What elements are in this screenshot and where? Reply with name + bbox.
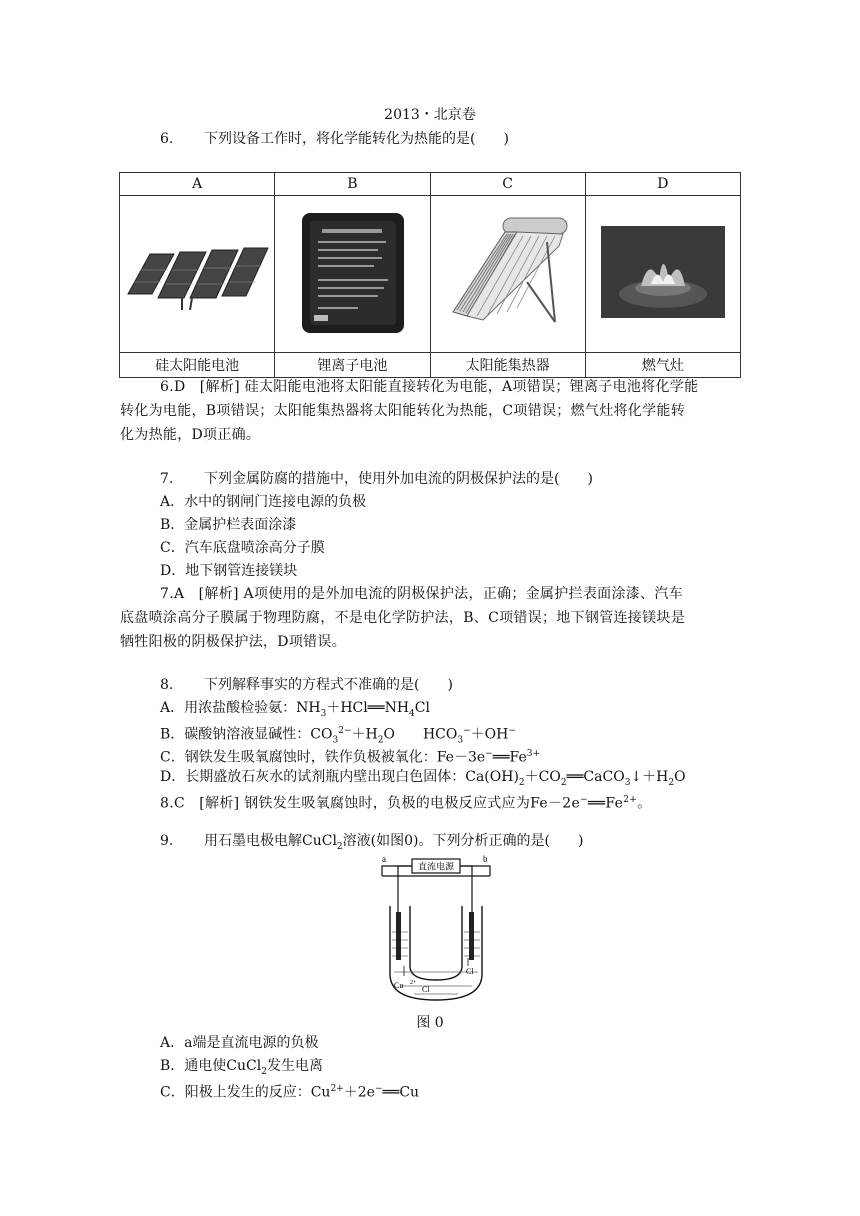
- question-8-stem: 8. 下列解释事实的方程式不准确的是( ): [160, 674, 453, 696]
- explanation-7-line3: 牺牲阳极的阴极保护法，D项错误。: [120, 634, 347, 650]
- solar-heater-image: [430, 196, 585, 353]
- explanation-6-line1: 6.D [解析] 硅太阳能电池将太阳能直接转化为电能，A项错误；锂离子电池将化学能: [160, 379, 699, 395]
- option-9a: A．a端是直流电源的负极: [160, 1035, 319, 1051]
- question-9-stem: 9. 用石墨电极电解CuCl$_2$溶液(如图0)。下列分析正确的是( ): [160, 830, 583, 858]
- caption-b: 锂离子电池: [275, 353, 430, 378]
- label-a: a: [382, 854, 386, 864]
- ion-cu: Cu: [394, 981, 404, 990]
- solar-panel-image: [120, 196, 275, 353]
- svg-text:2+: 2+: [410, 980, 417, 986]
- caption-a: 硅太阳能电池: [120, 353, 275, 378]
- explanation-7-line1: 7.A [解析] A项使用的是外加电流的阴极保护法，正确；金属护拦表面涂漆、汽车: [160, 586, 683, 602]
- option-8c: C．钢铁发生吸氧腐蚀时，铁作负极被氧化：$Fe-3e^-══Fe^{3+}$: [160, 749, 541, 766]
- caption-d: 燃气灶: [585, 353, 740, 378]
- figure-caption: 图 0: [416, 1015, 444, 1031]
- question-6-stem: 6. 下列设备工作时，将化学能转化为热能的是( ): [160, 128, 509, 150]
- label-b: b: [483, 854, 488, 864]
- device-table: [119, 172, 741, 378]
- question-7-stem: 7. 下列金属防腐的措施中，使用外加电流的阴极保护法的是( ): [160, 468, 593, 490]
- gas-stove-image: [585, 196, 740, 353]
- page-title: 2013・北京卷: [384, 107, 476, 123]
- right-electrode: [469, 912, 474, 960]
- table-header-c: C: [430, 173, 585, 196]
- ion-cl-right: Cl: [466, 967, 474, 976]
- explanation-7-line2: 底盘喷涂高分子膜属于物理防腐，不是电化学防护法，B、C项错误；地下钢管连接镁块是: [120, 610, 685, 626]
- option-7a: A．水中的钢闸门连接电源的负极: [160, 494, 367, 510]
- electrolysis-diagram: [370, 854, 500, 1004]
- option-7c: C．汽车底盘喷涂高分子膜: [160, 540, 325, 556]
- ion-cl-left: Cl: [422, 985, 430, 994]
- option-9b: B．通电使CuCl$_2$发生电离: [160, 1058, 323, 1077]
- question-number: 7.: [160, 471, 174, 487]
- explanation-6-line3: 化为热能，D项正确。: [120, 427, 261, 443]
- option-7d: D．地下钢管连接镁块: [160, 563, 298, 579]
- question-number: 8.: [160, 677, 174, 693]
- left-electrode: [396, 912, 401, 960]
- lithium-battery-image: [275, 196, 430, 353]
- power-label: 直流电源: [417, 862, 455, 873]
- option-8b: B．碳酸钠溶液显碱性：$CO_3^{2-}+H_2O$ $HCO_3^-+OH^-$: [160, 726, 516, 746]
- option-7b: B．金属护栏表面涂漆: [160, 517, 297, 533]
- table-header-a: A: [120, 173, 275, 196]
- question-number: 9.: [160, 833, 174, 849]
- option-9c: C．阳极上发生的反应：$Cu^{2+}+2e^-══Cu$: [160, 1084, 420, 1101]
- question-number: 6.: [160, 131, 174, 147]
- explanation-6-line2: 转化为电能，B项错误；太阳能集热器将太阳能转化为热能，C项错误；燃气灶将化学能转: [120, 403, 685, 419]
- option-8a: A．用浓盐酸检验氨：$NH_3+HCl══NH_4Cl$: [160, 700, 430, 719]
- explanation-8: 8.C [解析] 钢铁发生吸氧腐蚀时，负极的电极反应式应为$Fe-2e^-══Fe^{2+}$。: [160, 795, 652, 812]
- table-header-b: B: [275, 173, 430, 196]
- option-8d: D．长期盛放石灰水的试剂瓶内壁出现白色固体：$Ca(OH)_2+CO_2══CaCO_3↓+H_2O$: [160, 769, 686, 788]
- table-header-d: D: [585, 173, 740, 196]
- caption-c: 太阳能集热器: [430, 353, 585, 378]
